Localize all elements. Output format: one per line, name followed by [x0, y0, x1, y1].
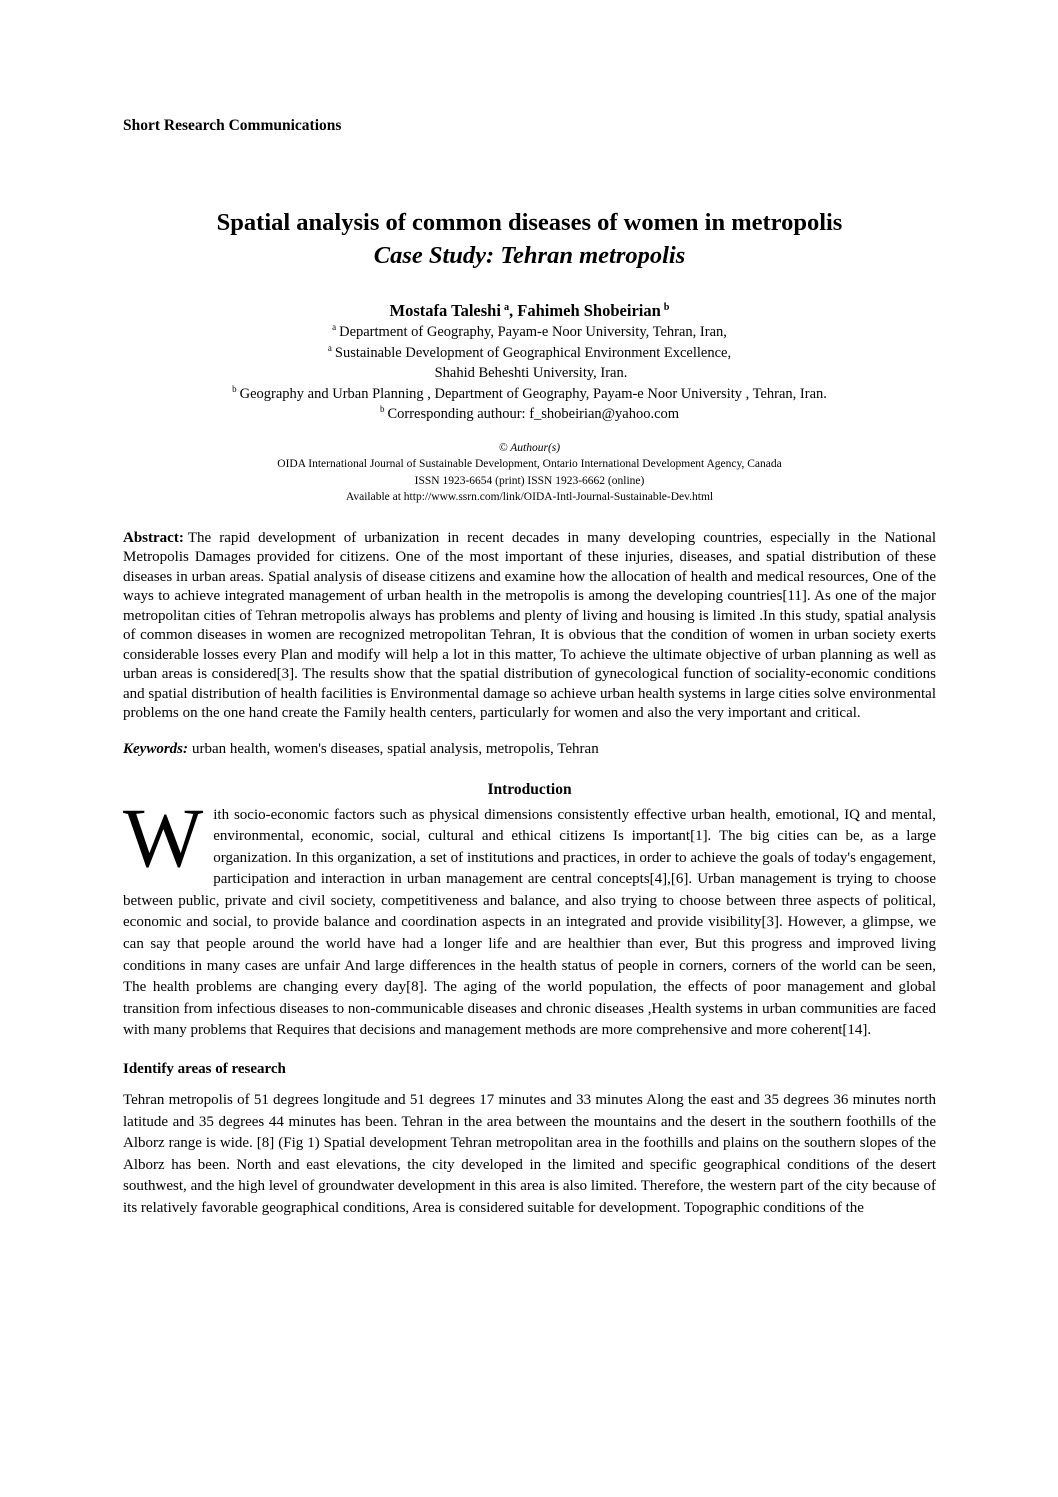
- affiliation-line: [123, 322, 936, 343]
- introduction-heading: Introduction: [487, 780, 572, 798]
- authors-block: [123, 300, 936, 425]
- paper-title: Spatial analysis of common diseases of women in metropolis: [216, 209, 843, 236]
- keywords-text: urban health, women's diseases, spatial analysis, metropolis, Tehran: [192, 740, 599, 757]
- keywords-line: [123, 739, 936, 759]
- author-1-name: Mostafa Taleshi: [389, 301, 501, 320]
- affiliation-text: Department of Geography, Payam-e Noor University, Tehran, Iran,: [339, 324, 727, 340]
- issn-line: ISSN 1923-6654 (print) ISSN 1923-6662 (online): [414, 474, 645, 487]
- abstract-label: Abstract:: [123, 529, 184, 546]
- affiliation-line: [123, 384, 936, 405]
- journal-name: OIDA International Journal of Sustainable Development, Ontario International Development Agency, Canada: [277, 458, 782, 470]
- corresponding-author-email: Corresponding authour: f_shobeirian@yahoo.com: [387, 406, 680, 422]
- introduction-paragraph: [123, 790, 936, 1043]
- keywords-label: Keywords:: [123, 740, 188, 757]
- affiliation-line: [123, 404, 936, 425]
- author-1-affiliation-mark: a: [503, 301, 510, 313]
- title-block: [123, 206, 936, 272]
- copyright-notice: © Authour(s): [498, 441, 561, 454]
- affiliation-text: Geography and Urban Planning , Department of Geography, Payam-e Noor University , Tehran, Iran.: [239, 385, 827, 402]
- affiliation-mark: a: [332, 322, 337, 333]
- affiliation-mark: a: [327, 342, 332, 353]
- availability-url: Available at http://www.ssrn.com/link/OIDA-Intl-Journal-Sustainable-Dev.html: [345, 491, 714, 503]
- running-header: Short Research Communications: [123, 117, 342, 134]
- affiliation-mark: b: [379, 404, 385, 415]
- affiliation-line: [123, 343, 936, 364]
- paper-subtitle: Case Study: Tehran metropolis: [373, 242, 686, 269]
- imprint-block: [123, 440, 936, 506]
- author-2-affiliation-mark: b: [663, 301, 670, 313]
- affiliation-line: [123, 363, 936, 384]
- research-area-heading: Identify areas of research: [123, 1061, 286, 1078]
- author-separator: ,: [509, 301, 518, 320]
- introduction-text: ith socio-economic factors such as physical dimensions consistently effective urban health, emotional, IQ and mental, environmental, economic, social, cultural and ethical citizens Is important[1]. The big cities can be, as a large organization. In this organization, a set of institutions and practices, in order to achieve the goals of today's engagement, participation and interaction in urban management are central concepts[4],[6]. Urban management is trying to choose between public, private and civil society, competitiveness and balance, and also trying to choose between three aspects of political, economic and social, to provide balance and coordination aspects in an integrated and provide visibility[3]. However, a glimpse, we can say that people around the world have had a longer life and are healthier than ever, But this progress and improved living conditions in many cases are unfair And large differences in the health status of people in corners, corners of the world can be seen, The health problems are changing every day[8]. The aging of the world population, the effects of poor management and global transition from infectious diseases to non-communicable diseases and chronic diseases ,Health systems in urban communities are faced with many problems that Requires that decisions and management methods are more comprehensive and more coherent[14].: [123, 806, 936, 1039]
- research-area-text: Tehran metropolis of 51 degrees longitude and 51 degrees 17 minutes and 33 minutes Along the east and 35 degrees 36 minutes north latitude and 35 degrees 44 minutes has been. Tehran in the area between the mountains and the desert in the southern foothills of the Alborz range is wide. [8] (Fig 1) Spatial development Tehran metropolitan area in the foothills and plains on the southern slopes of the Alborz has been. North and east elevations, the city developed in the limited and specific geographical conditions of the desert southwest, and the high level of groundwater development in this area is also limited. Therefore, the western part of the city because of its relatively favorable geographical conditions, Area is considered suitable for development. Topographic conditions of the: [123, 1092, 936, 1216]
- author-names: [123, 300, 936, 322]
- affiliation-mark: b: [232, 383, 237, 394]
- abstract-paragraph: [123, 529, 936, 724]
- drop-cap-letter: W: [123, 790, 204, 885]
- abstract-text: The rapid development of urbanization in recent decades in many developing countries, especially in the National Metropolis Damages provided for citizens. One of the most important of these injuries, diseases, and spatial distribution of these diseases in urban areas. Spatial analysis of disease citizens and examine how the allocation of health and medical resources, One of the ways to achieve integrated management of urban health in the metropolis is among the developing countries[11]. As one of the major metropolitan cities of Tehran metropolis always has problems and plenty of living and housing is limited .In this study, spatial analysis of common diseases in women are recognized metropolitan Tehran, It is obvious that the condition of women in urban society exerts considerable losses every Plan and modify will help a lot in this matter, To achieve the ultimate objective of urban planning as well as urban areas is considered[3]. The results show that the spatial distribution of gynecological function of sociality-economic conditions and spatial distribution of health facilities is Environmental damage so achieve urban health systems in large cities solve environmental problems on the one hand create the Family health centers, particularly for women and also the very important and critical.: [123, 529, 936, 721]
- affiliation-text: Shahid Beheshti University, Iran.: [434, 365, 628, 381]
- author-2-name: Fahimeh Shobeirian: [517, 301, 661, 320]
- research-area-paragraph: [123, 1090, 936, 1220]
- affiliation-text: Sustainable Development of Geographical Environment Excellence,: [334, 344, 732, 361]
